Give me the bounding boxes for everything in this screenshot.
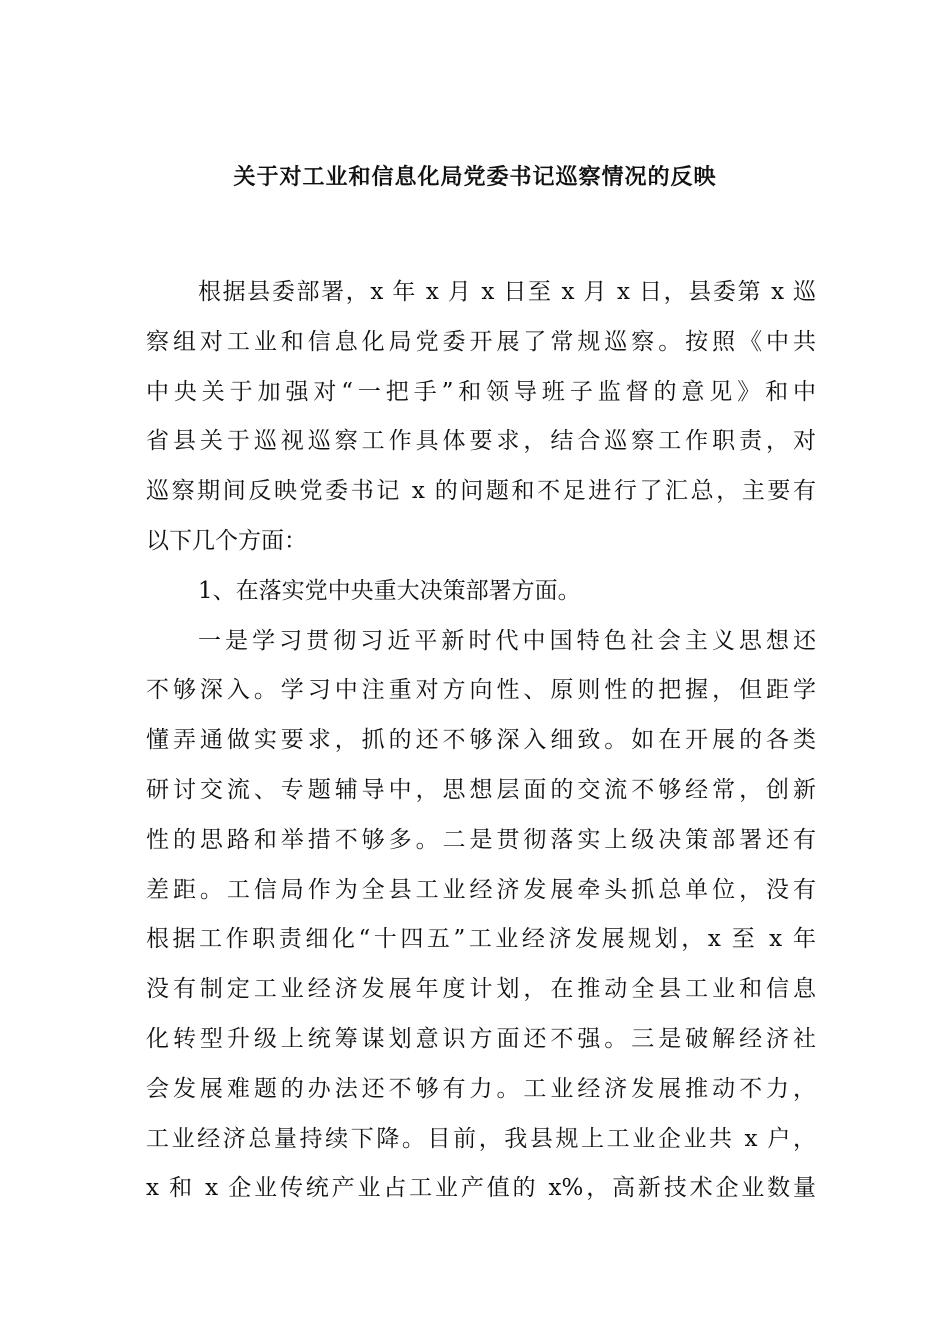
paragraph-line: 会发展难题的办法还不够有力。工业经济发展推动不力， <box>146 1075 816 1102</box>
paragraph-line: 没有制定工业经济发展年度计划，在推动全县工业和信息 <box>146 976 816 1003</box>
paragraph-line: 省县关于巡视巡察工作具体要求，结合巡察工作职责，对 <box>146 428 816 455</box>
paragraph-line: 不够深入。学习中注重对方向性、原则性的把握，但距学 <box>146 677 816 704</box>
document-body <box>146 268 816 1214</box>
paragraph-line: 化转型升级上统筹谋划意识方面还不强。三是破解经济社 <box>146 1025 816 1052</box>
document-title: 关于对工业和信息化局党委书记巡察情况的反映 <box>233 164 717 190</box>
paragraph-line: 以下几个方面： <box>146 527 307 554</box>
paragraph-line: 中央关于加强对“一把手”和领导班子监督的意见》和中 <box>146 378 816 405</box>
paragraph-line: 察组对工业和信息化局党委开展了常规巡察。按照《中共 <box>146 328 816 355</box>
paragraph-line: x 和 x 企业传统产业占工业产值的 x%，高新技术企业数量 <box>146 1175 816 1202</box>
paragraph-line: 巡察期间反映党委书记 x 的问题和不足进行了汇总，主要有 <box>146 478 816 505</box>
section-heading: 1、在落实党中央重大决策部署方面。 <box>198 577 581 604</box>
paragraph-line: 一是学习贯彻习近平新时代中国特色社会主义思想还 <box>198 627 816 654</box>
paragraph-line: 工业经济总量持续下降。目前，我县规上工业企业共 x 户， <box>146 1125 816 1152</box>
paragraph-line: 根据县委部署，x 年 x 月 x 日至 x 月 x 日，县委第 x 巡 <box>198 279 816 305</box>
paragraph-line: 懂弄通做实要求，抓的还不够深入细致。如在开展的各类 <box>146 727 816 754</box>
paragraph-line: 性的思路和举措不够多。二是贯彻落实上级决策部署还有 <box>146 826 816 853</box>
paragraph-line: 根据工作职责细化“十四五”工业经济发展规划，x 至 x 年 <box>146 926 816 953</box>
paragraph-line: 研讨交流、专题辅导中，思想层面的交流不够经常，创新 <box>146 776 816 803</box>
paragraph-line: 差距。工信局作为全县工业经济发展牵头抓总单位，没有 <box>146 876 816 903</box>
